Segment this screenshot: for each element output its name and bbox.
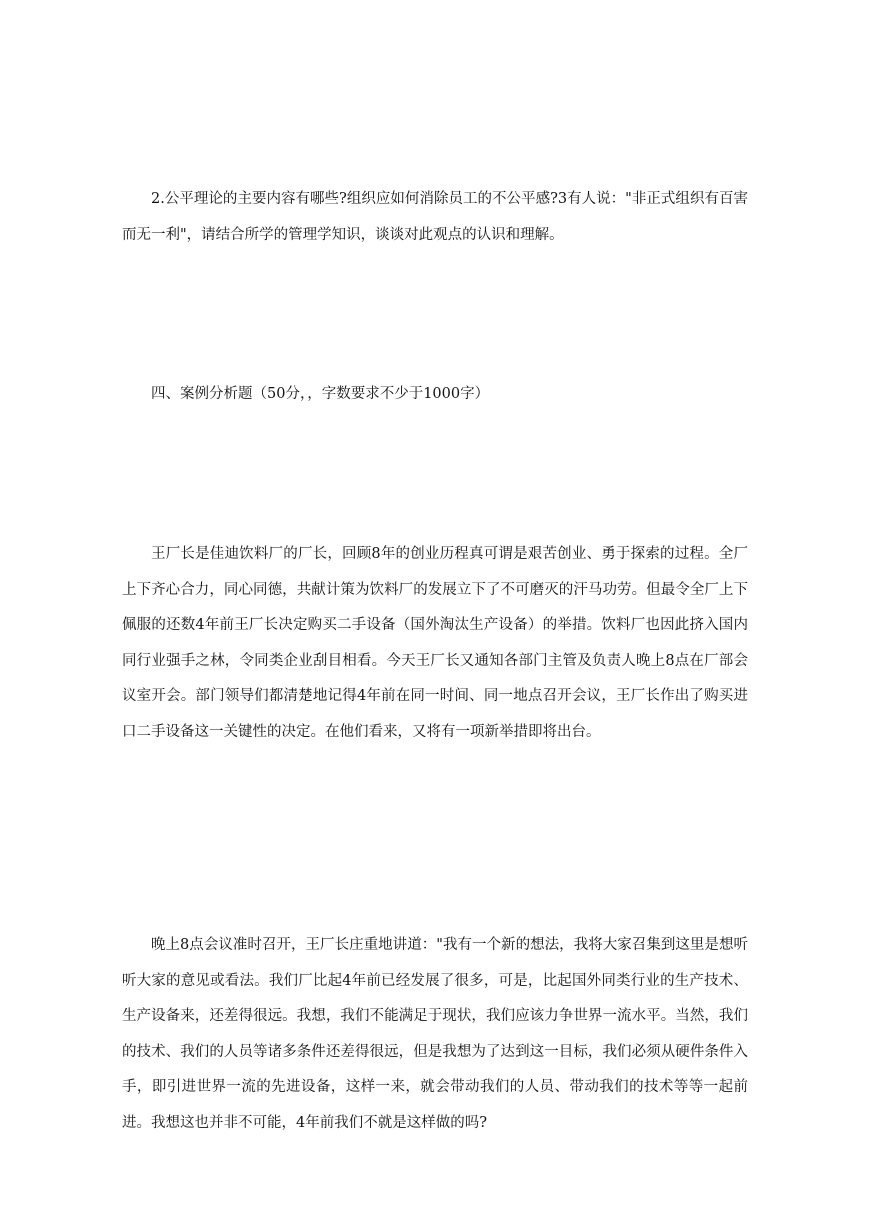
section-heading: 四、案例分析题（50分，，字数要求不少于1000字） — [151, 386, 490, 402]
case-paragraph-1: 王厂长是佳迪饮料厂的厂长，回顾8年的创业历程真可谓是艰苦创业、勇于探索的过程。全厂上下齐心合力，同心同德，共献计策为饮料厂的发展立下了不可磨灭的汗马功劳。但最令全厂上下佩服的还数4年前王厂长决定购买二手设备（国外淘汰生产设备）的举措。饮料厂也因此挤入国内同行业强手之林，令同类企业刮目相看。今天王厂长又通知各部门主管及负责人晚上8点在厂部会议室开会。部门领导们都清楚地记得4年前在同一时间、同一地点召开会议，王厂长作出了购买进口二手设备这一关键性的决定。在他们看来，又将有一项新举措即将出台。 — [122, 546, 748, 740]
question-paragraph: 2.公平理论的主要内容有哪些?组织应如何消除员工的不公平感?3有人说："非正式组织有百害而无一利"，请结合所学的管理学知识，谈谈对此观点的认识和理解。 — [122, 191, 748, 243]
case-paragraph-2: 晚上8点会议准时召开，王厂长庄重地讲道："我有一个新的想法，我将大家召集到这里是想听听大家的意见或看法。我们厂比起4年前已经发展了很多，可是，比起国外同类行业的生产技术、生产设备来，还差得很远。我想，我们不能满足于现状，我们应该力争世界一流水平。当然，我们的技术、我们的人员等诸多条件还差得很远，但是我想为了达到这一目标，我们必须从硬件条件入手，即引进世界一流的先进设备，这样一来，就会带动我们的人员、带动我们的技术等等一起前进。我想这也并非不可能，4年前我们不就是这样做的吗? — [122, 937, 748, 1131]
